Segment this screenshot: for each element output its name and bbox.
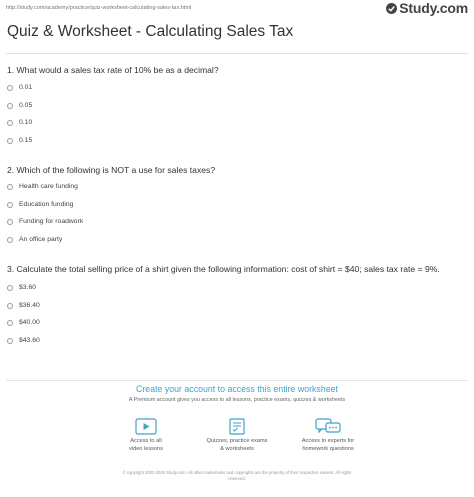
feature-line-1: Access to all — [130, 438, 162, 444]
radio-button[interactable] — [7, 202, 13, 208]
logo-mark-icon — [386, 3, 397, 14]
title-divider — [6, 53, 468, 54]
answer-option[interactable] — [7, 119, 467, 137]
copyright-footer — [0, 470, 474, 482]
question-2 — [7, 164, 467, 253]
feature-quizzes — [192, 418, 282, 453]
answer-options — [7, 284, 467, 354]
feature-line-1: Access to experts for — [301, 438, 355, 444]
answer-label: 0.10 — [19, 119, 33, 126]
radio-button[interactable] — [7, 237, 13, 243]
answer-label: $36.40 — [19, 301, 40, 309]
cta-subheading: A Premium account gives you access to all lessons, practice exams, quizzes & worksheets — [128, 397, 346, 403]
radio-button[interactable] — [7, 303, 13, 309]
footer-line-1: © copyright 2003-2020 Study.com. All other trademarks and copyrights are the property of their respective owners. All rights — [122, 470, 352, 475]
answer-option[interactable] — [7, 284, 467, 302]
feature-experts — [283, 418, 373, 453]
question-text: 1. What would a sales tax rate of 10% be as a decimal? — [7, 65, 219, 75]
video-lessons-icon — [135, 418, 157, 435]
question-text: 3. Calculate the total selling price of a shirt given the following information: cost of shirt = $40; sales tax rate = 9%. — [7, 264, 440, 274]
answer-label: 0.05 — [19, 101, 33, 109]
answer-label: An office party — [19, 235, 63, 243]
page-title: Quiz & Worksheet - Calculating Sales Tax — [7, 23, 294, 40]
radio-button[interactable] — [7, 103, 13, 109]
radio-button[interactable] — [7, 320, 13, 326]
answer-option[interactable] — [7, 236, 467, 254]
answer-label: $40.00 — [19, 319, 40, 326]
feature-line-2: & worksheets — [220, 445, 254, 452]
answer-label: 0.15 — [19, 136, 33, 144]
radio-button[interactable] — [7, 285, 13, 291]
feature-line-1: Quizzes, practice exams — [206, 438, 268, 444]
answer-option[interactable] — [7, 302, 467, 320]
radio-button[interactable] — [7, 184, 13, 190]
feature-video-lessons — [101, 418, 191, 453]
experts-chat-icon — [315, 418, 341, 435]
radio-button[interactable] — [7, 120, 13, 126]
answer-option[interactable] — [7, 137, 467, 155]
answer-option[interactable] — [7, 84, 467, 102]
page-url: http://study.com/academy/practice/quiz-worksheet-calculating-sales-tax.html — [6, 5, 192, 11]
cta-heading[interactable]: Create your account to access this entire worksheet — [136, 384, 338, 394]
answer-label: 0.01 — [19, 84, 33, 91]
study-logo[interactable] — [386, 0, 468, 16]
top-bar — [0, 0, 474, 18]
answer-options — [7, 183, 467, 253]
answer-label: Health care funding — [19, 183, 78, 190]
answer-option[interactable] — [7, 337, 467, 355]
feature-line-2: homework questions — [302, 445, 354, 452]
answer-option[interactable] — [7, 183, 467, 201]
radio-button[interactable] — [7, 138, 13, 144]
question-1 — [7, 64, 467, 154]
logo-text: Study.com — [399, 0, 468, 16]
answer-label: $43.60 — [19, 336, 40, 344]
answer-option[interactable] — [7, 201, 467, 219]
radio-button[interactable] — [7, 338, 13, 344]
radio-button[interactable] — [7, 85, 13, 91]
answer-options — [7, 84, 467, 154]
answer-option[interactable] — [7, 319, 467, 337]
cta-divider — [6, 380, 468, 381]
answer-label: Education funding — [19, 200, 74, 208]
answer-option[interactable] — [7, 218, 467, 236]
question-text: 2. Which of the following is NOT a use for sales taxes? — [7, 165, 216, 175]
quizzes-worksheets-icon — [227, 418, 247, 435]
answer-option[interactable] — [7, 102, 467, 120]
answer-label: Funding for roadwork — [19, 218, 84, 225]
answer-label: $3.60 — [19, 284, 37, 291]
question-3 — [7, 263, 467, 354]
footer-line-2: reserved. — [228, 476, 246, 481]
feature-line-2: video lessons — [129, 445, 163, 452]
radio-button[interactable] — [7, 219, 13, 225]
